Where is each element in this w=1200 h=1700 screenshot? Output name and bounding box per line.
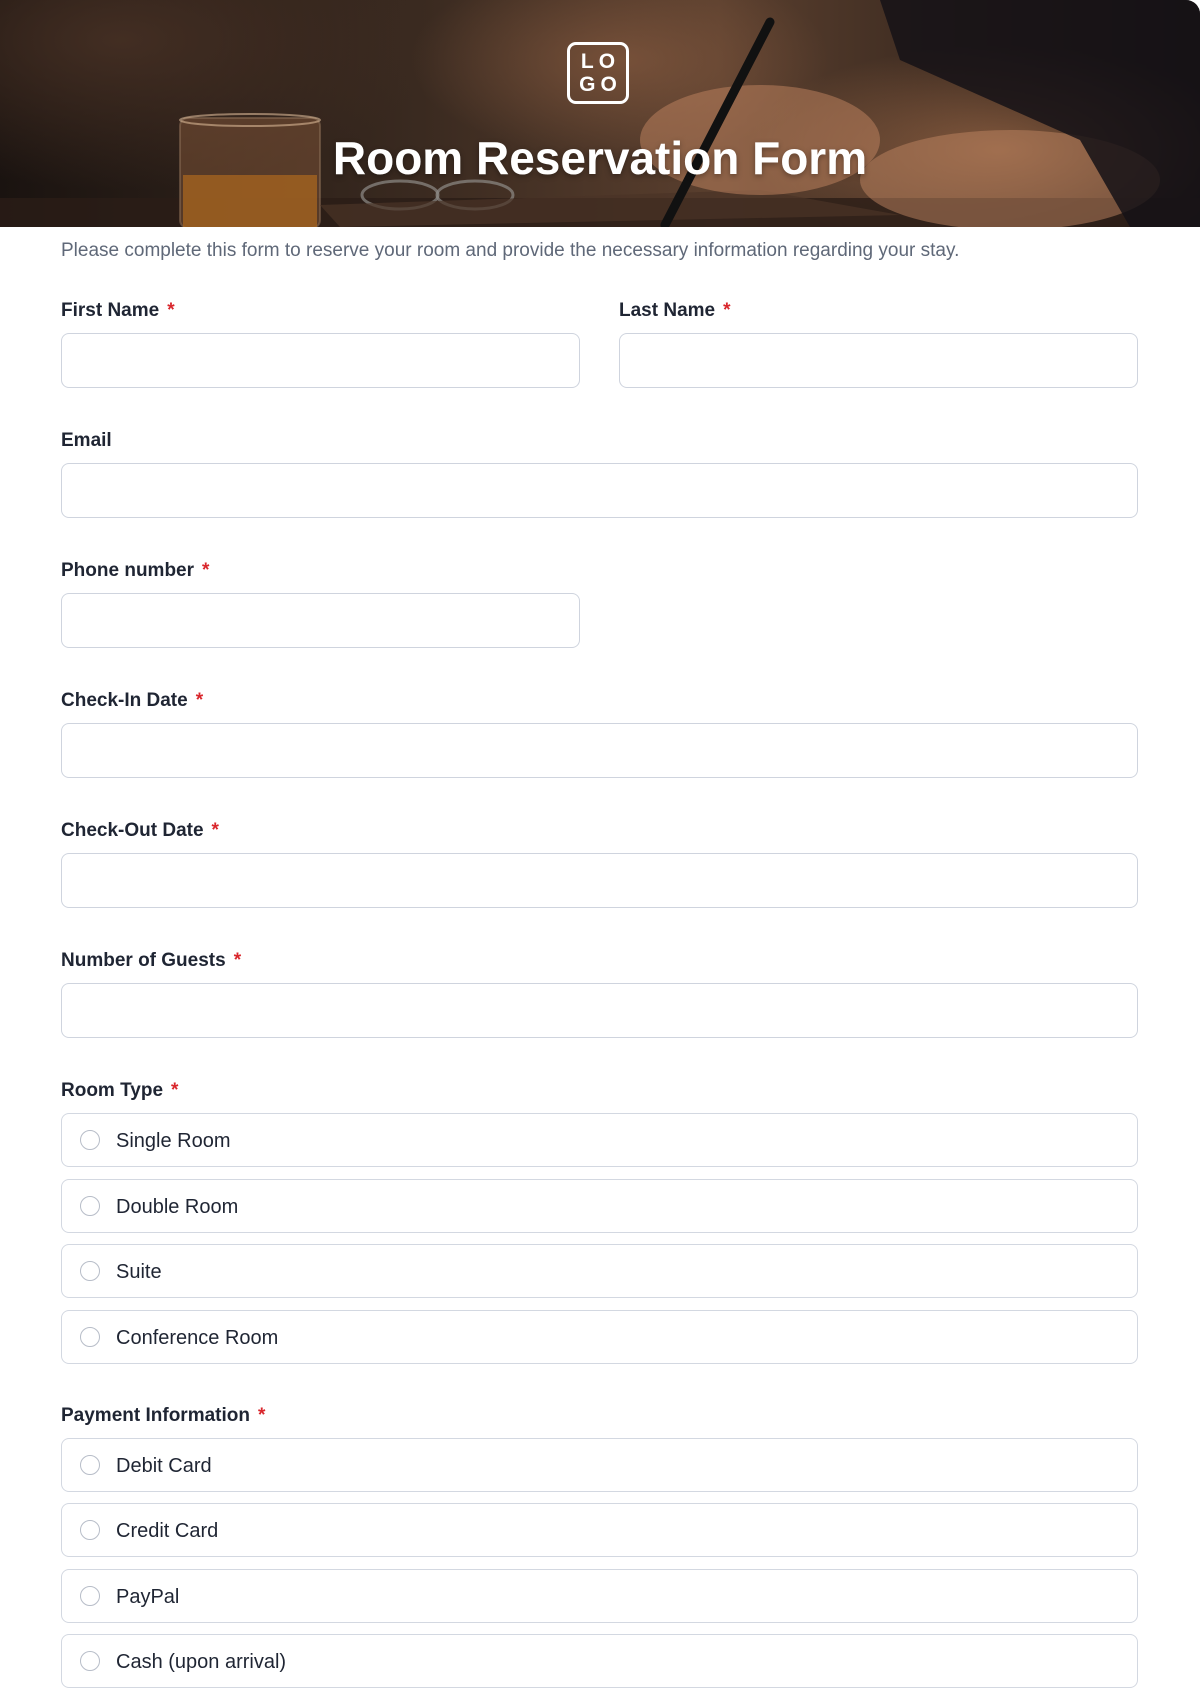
page-title: Room Reservation Form (332, 132, 868, 184)
option-label: Single Room (116, 1130, 231, 1152)
first-name-label (61, 299, 175, 323)
required-asterisk: * (723, 300, 731, 321)
room-type-option-double[interactable] (61, 1179, 1138, 1233)
payment-label-text: Payment Information (61, 1405, 250, 1426)
radio-button[interactable] (80, 1651, 100, 1671)
first-name-input[interactable] (61, 333, 580, 388)
phone-label (61, 559, 209, 583)
email-input[interactable] (61, 463, 1138, 518)
required-asterisk: * (195, 690, 204, 711)
phone-label-text: Phone number (61, 560, 195, 581)
logo (567, 42, 629, 104)
payment-option-debit-card[interactable] (61, 1438, 1138, 1492)
guests-label (61, 949, 241, 973)
required-asterisk: * (211, 820, 219, 841)
check-out-label (61, 819, 219, 843)
radio-button[interactable] (80, 1586, 100, 1606)
room-type-option-conference[interactable] (61, 1310, 1138, 1364)
payment-option-cash[interactable] (61, 1634, 1138, 1688)
option-label: Conference Room (116, 1327, 279, 1349)
check-in-label (61, 689, 203, 713)
logo-text-bottom: GO (579, 73, 622, 96)
radio-button[interactable] (80, 1130, 100, 1150)
last-name-input[interactable] (619, 333, 1138, 388)
required-asterisk: * (202, 560, 210, 581)
check-out-date-input[interactable] (61, 853, 1138, 908)
email-label (61, 429, 112, 453)
header-banner (0, 0, 1200, 227)
option-label: Double Room (116, 1196, 239, 1218)
logo-text-top: LO (580, 50, 621, 73)
room-type-label-text: Room Type (61, 1080, 164, 1101)
required-asterisk: * (171, 1080, 179, 1101)
option-label: Debit Card (116, 1455, 212, 1477)
radio-button[interactable] (80, 1196, 100, 1216)
guests-input[interactable] (61, 983, 1138, 1038)
required-asterisk: * (233, 950, 242, 971)
radio-button[interactable] (80, 1261, 100, 1281)
check-in-label-text: Check-In Date (61, 690, 188, 711)
guests-label-text: Number of Guests (61, 950, 226, 971)
form-description: Please complete this form to reserve your room and provide the necessary information regarding your stay. (61, 240, 960, 261)
radio-button[interactable] (80, 1327, 100, 1347)
payment-label (61, 1404, 265, 1428)
option-label: Credit Card (116, 1520, 219, 1542)
check-out-label-text: Check-Out Date (61, 820, 204, 841)
required-asterisk: * (167, 300, 175, 321)
payment-option-paypal[interactable] (61, 1569, 1138, 1623)
option-label: PayPal (116, 1586, 180, 1608)
last-name-label-text: Last Name (619, 300, 716, 321)
email-label-text: Email (61, 430, 112, 451)
option-label: Cash (upon arrival) (116, 1651, 287, 1673)
banner-photo (0, 0, 1200, 227)
radio-button[interactable] (80, 1520, 100, 1540)
last-name-label (619, 299, 731, 323)
phone-input[interactable] (61, 593, 580, 648)
first-name-label-text: First Name (61, 300, 160, 321)
payment-option-credit-card[interactable] (61, 1503, 1138, 1557)
option-label: Suite (116, 1261, 162, 1283)
radio-button[interactable] (80, 1455, 100, 1475)
room-type-option-single[interactable] (61, 1113, 1138, 1167)
room-type-option-suite[interactable] (61, 1244, 1138, 1298)
check-in-date-input[interactable] (61, 723, 1138, 778)
room-type-label (61, 1079, 178, 1103)
required-asterisk: * (257, 1405, 266, 1426)
